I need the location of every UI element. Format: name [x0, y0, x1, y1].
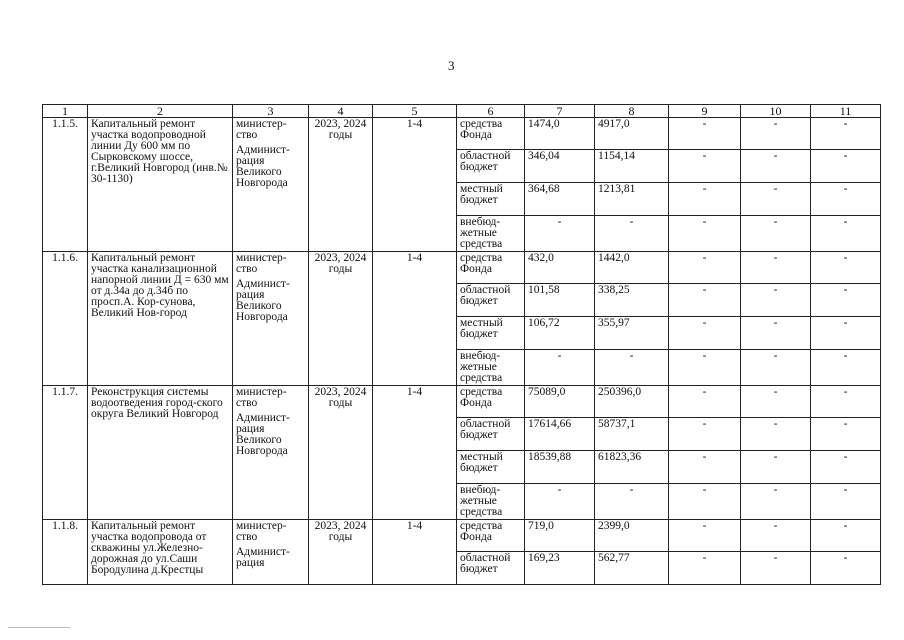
value-col11: -	[811, 350, 881, 386]
value-col8: 1154,14	[595, 150, 669, 183]
value-col9: -	[669, 386, 741, 418]
value-col8: 562,77	[595, 552, 669, 585]
funding-source: местный бюджет	[457, 317, 525, 350]
value-col7: 17614,66	[525, 418, 595, 451]
value-col8: -	[595, 216, 669, 252]
value-col9: -	[669, 520, 741, 552]
value-col8: 2399,0	[595, 520, 669, 552]
value-col11: -	[811, 520, 881, 552]
column-header: 9	[669, 105, 741, 118]
value-col10: -	[741, 317, 811, 350]
value-col8: 250396,0	[595, 386, 669, 418]
ministry-label: министер-ство	[236, 520, 287, 543]
value-col9: -	[669, 350, 741, 386]
period-cell: 1-4	[373, 118, 457, 252]
page-number: 3	[448, 58, 455, 73]
ministry-label: министер-ство	[236, 386, 287, 409]
funding-source: внебюд-жетные средства	[457, 216, 525, 252]
value-col9: -	[669, 118, 741, 150]
period-cell: 1-4	[373, 520, 457, 585]
footer-rule	[8, 627, 70, 628]
page-bottom-margin	[0, 590, 904, 640]
value-col8: 4917,0	[595, 118, 669, 150]
table-row	[43, 118, 881, 150]
value-col11: -	[811, 183, 881, 216]
value-col7: 364,68	[525, 183, 595, 216]
value-col11: -	[811, 418, 881, 451]
value-col7: -	[525, 484, 595, 520]
funding-source: внебюд-жетные средства	[457, 484, 525, 520]
item-code: 1.1.6.	[43, 252, 88, 386]
value-col9: -	[669, 317, 741, 350]
value-col11: -	[811, 552, 881, 585]
value-col10: -	[741, 284, 811, 317]
value-col10: -	[741, 386, 811, 418]
value-col9: -	[669, 183, 741, 216]
executor-cell	[233, 386, 309, 520]
funding-source: областной бюджет	[457, 552, 525, 585]
municipality-label: Админист-рация Великого Новгорода	[236, 412, 290, 457]
value-col9: -	[669, 252, 741, 284]
value-col9: -	[669, 284, 741, 317]
value-col10: -	[741, 418, 811, 451]
value-col11: -	[811, 284, 881, 317]
period-cell: 1-4	[373, 386, 457, 520]
value-col9: -	[669, 451, 741, 484]
value-col7: 101,58	[525, 284, 595, 317]
value-col9: -	[669, 552, 741, 585]
column-header: 5	[373, 105, 457, 118]
value-col7: 106,72	[525, 317, 595, 350]
funding-source: областной бюджет	[457, 284, 525, 317]
funding-source: средства Фонда	[457, 386, 525, 418]
value-col10: -	[741, 520, 811, 552]
value-col10: -	[741, 451, 811, 484]
column-header: 4	[309, 105, 373, 118]
years-cell: 2023, 2024 годы	[309, 520, 373, 585]
header-row	[43, 105, 881, 118]
value-col7: 75089,0	[525, 386, 595, 418]
value-col10: -	[741, 552, 811, 585]
column-header: 2	[88, 105, 233, 118]
funding-table	[42, 104, 881, 585]
funding-source: местный бюджет	[457, 451, 525, 484]
table-row	[43, 252, 881, 284]
column-header: 10	[741, 105, 811, 118]
executor-cell	[233, 118, 309, 252]
value-col10: -	[741, 118, 811, 150]
value-col7: -	[525, 216, 595, 252]
funding-source: местный бюджет	[457, 183, 525, 216]
municipality-label: Админист-рация Великого Новгорода	[236, 278, 290, 323]
value-col7: 719,0	[525, 520, 595, 552]
column-header: 3	[233, 105, 309, 118]
years-cell: 2023, 2024 годы	[309, 252, 373, 386]
value-col11: -	[811, 150, 881, 183]
item-name: Капитальный ремонт участка канализационной напорной линии Д = 630 мм от д.34а до д.34б по просп.А. Кор-сунова, Великий Нов-город	[88, 252, 233, 386]
value-col10: -	[741, 252, 811, 284]
item-name: Капитальный ремонт участка водопроводной линии Ду 600 мм по Сырковскому шоссе, г.Великий Новгород (инв.№ 30-1130)	[88, 118, 233, 252]
value-col10: -	[741, 216, 811, 252]
column-header: 11	[811, 105, 881, 118]
value-col11: -	[811, 317, 881, 350]
item-code: 1.1.5.	[43, 118, 88, 252]
value-col7: -	[525, 350, 595, 386]
value-col7: 18539,88	[525, 451, 595, 484]
table-row	[43, 386, 881, 418]
value-col9: -	[669, 150, 741, 183]
value-col11: -	[811, 386, 881, 418]
value-col11: -	[811, 216, 881, 252]
ministry-label: министер-ство	[236, 118, 287, 141]
column-header: 7	[525, 105, 595, 118]
value-col9: -	[669, 216, 741, 252]
years-cell: 2023, 2024 годы	[309, 118, 373, 252]
value-col11: -	[811, 252, 881, 284]
executor-cell	[233, 520, 309, 585]
municipality-label: Админист-рация	[236, 546, 290, 569]
value-col10: -	[741, 183, 811, 216]
value-col7: 1474,0	[525, 118, 595, 150]
funding-source: средства Фонда	[457, 252, 525, 284]
column-header: 8	[595, 105, 669, 118]
item-name: Капитальный ремонт участка водопровода от скважины ул.Железно-дорожная до ул.Саши Бородулина д.Крестцы	[88, 520, 233, 585]
value-col7: 346,04	[525, 150, 595, 183]
years-cell: 2023, 2024 годы	[309, 386, 373, 520]
table-row	[43, 520, 881, 552]
funding-source: внебюд-жетные средства	[457, 350, 525, 386]
column-header: 1	[43, 105, 88, 118]
value-col8: -	[595, 484, 669, 520]
value-col8: 355,97	[595, 317, 669, 350]
value-col8: 1213,81	[595, 183, 669, 216]
value-col8: 338,25	[595, 284, 669, 317]
value-col11: -	[811, 451, 881, 484]
table-body	[43, 105, 881, 585]
municipality-label: Админист-рация Великого Новгорода	[236, 144, 290, 189]
value-col8: 1442,0	[595, 252, 669, 284]
period-cell: 1-4	[373, 252, 457, 386]
funding-source: средства Фонда	[457, 520, 525, 552]
value-col7: 432,0	[525, 252, 595, 284]
column-header: 6	[457, 105, 525, 118]
value-col10: -	[741, 350, 811, 386]
value-col8: -	[595, 350, 669, 386]
value-col8: 61823,36	[595, 451, 669, 484]
value-col9: -	[669, 484, 741, 520]
item-code: 1.1.8.	[43, 520, 88, 585]
funding-source: средства Фонда	[457, 118, 525, 150]
funding-source: областной бюджет	[457, 150, 525, 183]
executor-cell	[233, 252, 309, 386]
value-col11: -	[811, 484, 881, 520]
value-col10: -	[741, 150, 811, 183]
value-col10: -	[741, 484, 811, 520]
ministry-label: министер-ство	[236, 252, 287, 275]
item-code: 1.1.7.	[43, 386, 88, 520]
funding-source: областной бюджет	[457, 418, 525, 451]
value-col8: 58737,1	[595, 418, 669, 451]
value-col11: -	[811, 118, 881, 150]
value-col7: 169,23	[525, 552, 595, 585]
value-col9: -	[669, 418, 741, 451]
item-name: Реконструкция системы водоотведения город-ского округа Великий Новгород	[88, 386, 233, 520]
